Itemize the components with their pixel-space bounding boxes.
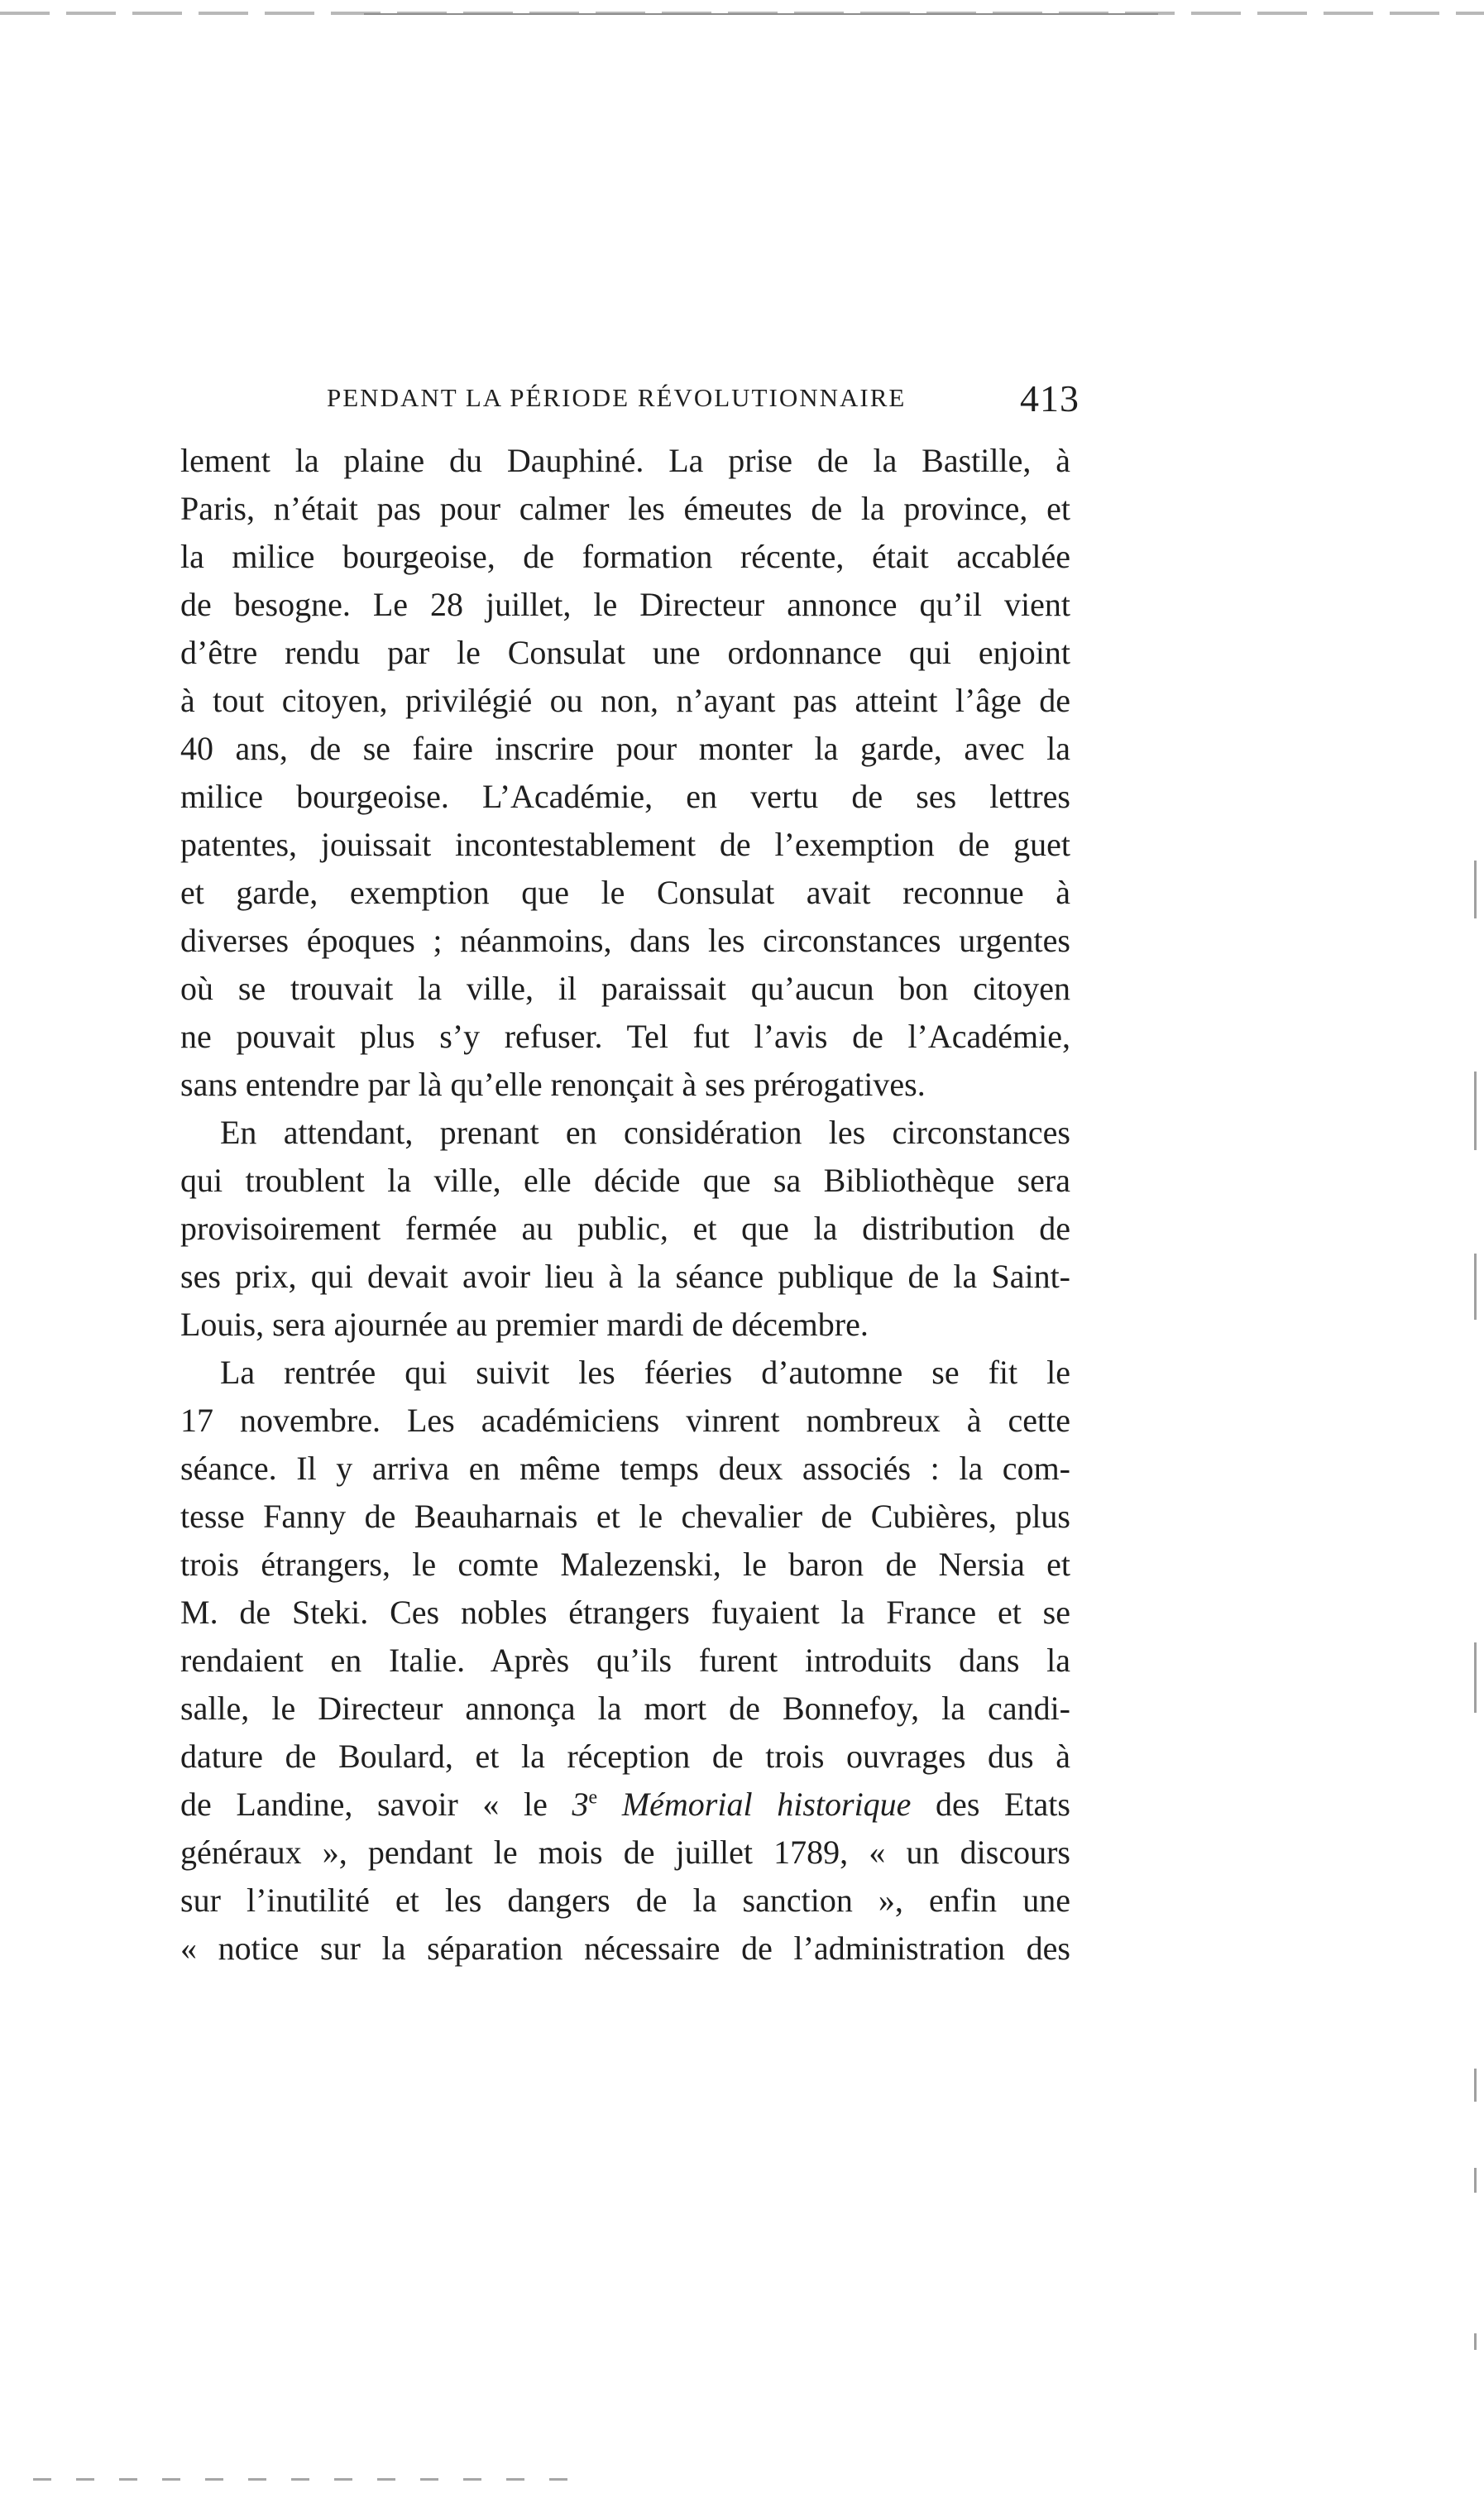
text-line: généraux », pendant le mois de juillet 1789, « un discours: [180, 1834, 1070, 1871]
text-fragment: de Landine, savoir « le: [180, 1786, 572, 1823]
text-line: La rentrée qui suivit les féeries d’automne se fit le: [220, 1354, 1070, 1391]
text-line: la milice bourgeoise, de formation récente, était accablée: [180, 538, 1070, 575]
paragraph: [180, 1109, 1070, 1349]
text-line: qui troublent la ville, elle décide que sa Bibliothèque sera: [180, 1162, 1070, 1199]
text-line: Paris, n’était pas pour calmer les émeutes de la province, et: [180, 490, 1070, 527]
text-line: milice bourgeoise. L’Académie, en vertu de ses lettres: [180, 778, 1070, 815]
running-head: PENDANT LA PÉRIODE RÉVOLUTIONNAIRE: [327, 383, 907, 412]
text-line: d’être rendu par le Consulat une ordonnance qui enjoint: [180, 634, 1070, 671]
text-fragment: des Etats: [911, 1786, 1070, 1823]
text-line: à tout citoyen, privilégié ou non, n’ayant pas atteint l’âge de: [180, 682, 1070, 719]
edge-mark: [1474, 1642, 1477, 1713]
text-line: sur l’inutilité et les dangers de la sanction », enfin une: [180, 1882, 1070, 1919]
text-line: M. de Steki. Ces nobles étrangers fuyaient la France et se: [180, 1594, 1070, 1631]
bottom-scan-edge: [33, 2478, 579, 2481]
text-line: 40 ans, de se faire inscrire pour monter la garde, avec la: [180, 730, 1070, 767]
text-line: séance. Il y arriva en même temps deux associés : la com-: [180, 1450, 1070, 1487]
text-line: « notice sur la séparation nécessaire de l’administration des: [180, 1930, 1070, 1967]
text-line: sans entendre par là qu’elle renonçait à ses prérogatives.: [180, 1066, 926, 1103]
text-line: salle, le Directeur annonça la mort de Bonnefoy, la candi-: [180, 1690, 1070, 1727]
page-header: [327, 376, 1079, 426]
text-line: 17 novembre. Les académiciens vinrent nombreux à cette: [180, 1402, 1070, 1439]
text-line: où se trouvait la ville, il paraissait qu’aucun bon citoyen: [180, 970, 1070, 1007]
edge-mark: [1474, 1254, 1477, 1320]
text-line: ses prix, qui devait avoir lieu à la séance publique de la Saint-: [180, 1258, 1070, 1295]
text-line: rendaient en Italie. Après qu’ils furent introduits dans la: [180, 1642, 1070, 1679]
edge-mark: [1474, 1072, 1477, 1150]
text-line: et garde, exemption que le Consulat avait reconnue à: [180, 874, 1070, 911]
text-line: En attendant, prenant en considération les circonstances: [220, 1114, 1070, 1151]
text-line: provisoirement fermée au public, et que la distribution de: [180, 1210, 1070, 1247]
text-line: patentes, jouissait incontestablement de l’exemption de guet: [180, 826, 1070, 863]
italic-title: Mémorial historique: [597, 1786, 912, 1823]
edge-mark: [1474, 2168, 1477, 2193]
edge-mark: [1474, 2333, 1477, 2350]
page-number: 413: [1020, 377, 1079, 420]
top-scan-rule: [364, 13, 1158, 15]
text-line: de besogne. Le 28 juillet, le Directeur annonce qu’il vient: [180, 586, 1070, 623]
edge-mark: [1474, 2069, 1477, 2102]
ordinal-suffix: e: [588, 1786, 598, 1809]
text-line: ne pouvait plus s’y refuser. Tel fut l’avis de l’Académie,: [180, 1018, 1070, 1055]
text-line: lement la plaine du Dauphiné. La prise de la Bastille, à: [180, 442, 1070, 479]
body-text: [180, 437, 1070, 1973]
text-line: dature de Boulard, et la réception de trois ouvrages dus à: [180, 1738, 1070, 1775]
text-line: tesse Fanny de Beauharnais et le chevalier de Cubières, plus: [180, 1498, 1070, 1535]
text-line: diverses époques ; néanmoins, dans les circonstances urgentes: [180, 922, 1070, 959]
text-line: Louis, sera ajournée au premier mardi de décembre.: [180, 1306, 869, 1343]
paragraph: [180, 437, 1070, 1109]
paragraph: [180, 1349, 1070, 1973]
text-line: trois étrangers, le comte Malezenski, le baron de Nersia et: [180, 1546, 1070, 1583]
edge-mark: [1474, 861, 1477, 918]
ordinal: 3: [572, 1786, 589, 1823]
text-line-with-italic: [180, 1781, 1070, 1829]
